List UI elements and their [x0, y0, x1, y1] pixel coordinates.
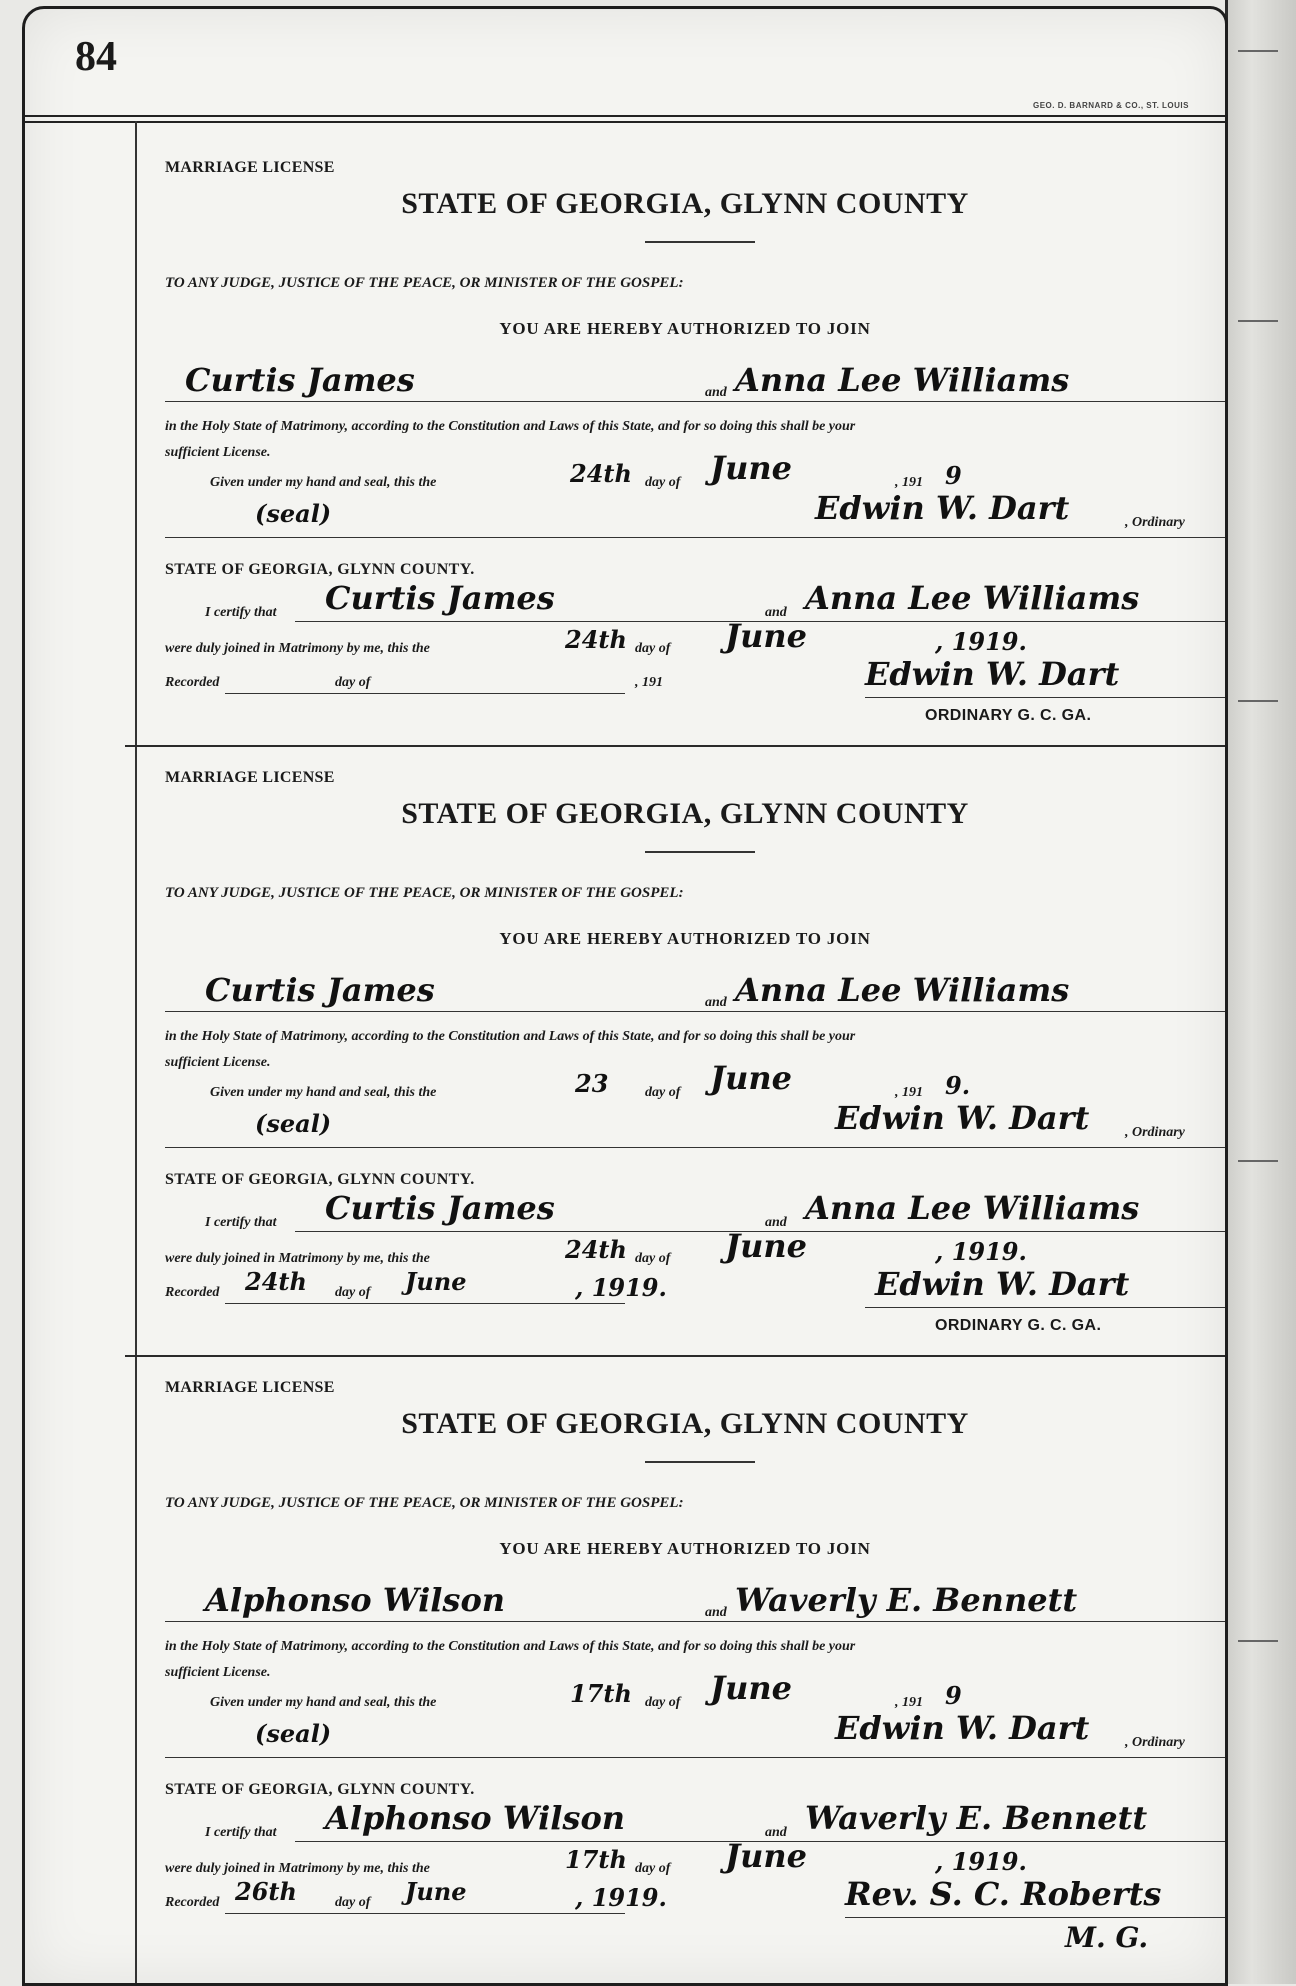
license-bottom-rule [165, 1147, 1228, 1148]
joined-day: 24th [565, 625, 627, 654]
and-word: and [705, 995, 727, 1010]
sufficient-text: sufficient License. [165, 445, 271, 460]
license-label: MARRIAGE LICENSE [165, 769, 335, 786]
joined-day: 24th [565, 1235, 627, 1264]
given-year-suffix: 9 [945, 1681, 962, 1710]
certify-text: I certify that [205, 605, 277, 620]
joined-month: June [725, 1227, 808, 1265]
given-text: Given under my hand and seal, this the [210, 475, 437, 490]
given-month: June [710, 449, 793, 487]
address-line: TO ANY JUDGE, JUSTICE OF THE PEACE, OR MINISTER OF THE GOSPEL: [165, 1495, 684, 1511]
officiant-title: M. G. [1065, 1921, 1149, 1954]
joined-year: , 1919. [935, 1847, 1027, 1876]
address-line: TO ANY JUDGE, JUSTICE OF THE PEACE, OR MINISTER OF THE GOSPEL: [165, 275, 684, 291]
recorded-day: 26th [235, 1877, 297, 1906]
authorized-line: YOU ARE HEREBY AUTHORIZED TO JOIN [499, 929, 871, 948]
ordinary-label: , Ordinary [1125, 1735, 1185, 1750]
header-rule [25, 115, 1225, 123]
entry-divider [125, 745, 1228, 747]
recorded-day-of: day of [335, 1895, 371, 1910]
license-title: STATE OF GEORGIA, GLYNN COUNTY [401, 187, 969, 220]
joined-day-of: day of [635, 1861, 671, 1876]
license-entry-2 [165, 759, 1205, 1359]
recorded-line [225, 1913, 625, 1914]
day-of-text: day of [645, 1695, 681, 1710]
given-year-prefix: , 191 [895, 1695, 923, 1710]
cert-groom-name: Curtis James [325, 579, 555, 617]
names-fill-line [165, 1011, 1225, 1012]
edge-mark [1238, 320, 1278, 322]
officiant-title: ORDINARY G. C. GA. [935, 1317, 1102, 1334]
book-edge [1225, 0, 1296, 1984]
recorded-text: Recorded [165, 675, 220, 690]
recorded-month: June [405, 1267, 467, 1296]
license-label: MARRIAGE LICENSE [165, 159, 335, 176]
cert-groom-name: Curtis James [325, 1189, 555, 1227]
recorded-day-of: day of [335, 675, 371, 690]
cert-title: STATE OF GEORGIA, GLYNN COUNTY. [165, 1171, 475, 1188]
officiant-line [865, 697, 1228, 698]
cert-bride-name: Waverly E. Bennett [805, 1799, 1148, 1837]
certify-text: I certify that [205, 1825, 277, 1840]
joined-year: , 1919. [935, 1237, 1027, 1266]
license-title: STATE OF GEORGIA, GLYNN COUNTY [401, 797, 969, 830]
given-day: 24th [570, 459, 632, 488]
seal-mark: (seal) [255, 1109, 332, 1138]
recorded-month: June [405, 1877, 467, 1906]
title-rule [645, 851, 755, 853]
license-title: STATE OF GEORGIA, GLYNN COUNTY [401, 1407, 969, 1440]
seal-mark: (seal) [255, 499, 332, 528]
given-text: Given under my hand and seal, this the [210, 1695, 437, 1710]
cert-and-word: and [765, 605, 787, 620]
ordinary-signature: Edwin W. Dart [815, 489, 1070, 527]
officiant-signature: Edwin W. Dart [865, 655, 1120, 693]
cert-title: STATE OF GEORGIA, GLYNN COUNTY. [165, 1781, 475, 1798]
authorized-line: YOU ARE HEREBY AUTHORIZED TO JOIN [499, 1539, 871, 1558]
given-year-suffix: 9. [945, 1071, 971, 1100]
names-fill-line [165, 1621, 1225, 1622]
bride-name: Anna Lee Williams [735, 971, 1070, 1009]
recorded-year: , 1919. [575, 1883, 667, 1912]
ledger-page [22, 6, 1228, 1986]
joined-day: 17th [565, 1845, 627, 1874]
given-text: Given under my hand and seal, this the [210, 1085, 437, 1100]
joined-day-of: day of [635, 1251, 671, 1266]
recorded-day: 24th [245, 1267, 307, 1296]
groom-name: Alphonso Wilson [205, 1581, 506, 1619]
and-word: and [705, 1605, 727, 1620]
given-year-suffix: 9 [945, 461, 962, 490]
officiant-signature: Edwin W. Dart [875, 1265, 1130, 1303]
ordinary-signature: Edwin W. Dart [835, 1709, 1090, 1747]
ordinary-signature: Edwin W. Dart [835, 1099, 1090, 1137]
margin-rule [135, 121, 137, 1983]
ordinary-label: , Ordinary [1125, 515, 1185, 530]
matrimony-text: in the Holy State of Matrimony, according to the Constitution and Laws of this State, and for so doing this shall be your [165, 419, 856, 434]
license-label: MARRIAGE LICENSE [165, 1379, 335, 1396]
edge-mark [1238, 700, 1278, 702]
joined-month: June [725, 1837, 808, 1875]
officiant-title: ORDINARY G. C. GA. [925, 707, 1092, 724]
officiant-line [865, 1307, 1228, 1308]
joined-text: were duly joined in Matrimony by me, this the [165, 1861, 430, 1876]
license-entry-1 [165, 149, 1205, 749]
title-rule [645, 241, 755, 243]
license-bottom-rule [165, 537, 1228, 538]
given-day: 17th [570, 1679, 632, 1708]
license-entry-3 [165, 1369, 1205, 1979]
officiant-signature: Rev. S. C. Roberts [845, 1875, 1162, 1913]
given-month: June [710, 1059, 793, 1097]
recorded-year: , 1919. [575, 1273, 667, 1302]
entry-divider [125, 1355, 1228, 1357]
cert-and-word: and [765, 1215, 787, 1230]
and-word: and [705, 385, 727, 400]
edge-mark [1238, 50, 1278, 52]
joined-month: June [725, 617, 808, 655]
seal-mark: (seal) [255, 1719, 332, 1748]
recorded-text: Recorded [165, 1285, 220, 1300]
matrimony-text: in the Holy State of Matrimony, according to the Constitution and Laws of this State, and for so doing this shall be your [165, 1639, 856, 1654]
sufficient-text: sufficient License. [165, 1055, 271, 1070]
groom-name: Curtis James [185, 361, 415, 399]
bride-name: Anna Lee Williams [735, 361, 1070, 399]
given-day: 23 [575, 1069, 609, 1098]
day-of-text: day of [645, 1085, 681, 1100]
sufficient-text: sufficient License. [165, 1665, 271, 1680]
joined-year: , 1919. [935, 627, 1027, 656]
edge-mark [1238, 1160, 1278, 1162]
authorized-line: YOU ARE HEREBY AUTHORIZED TO JOIN [499, 319, 871, 338]
recorded-day-of: day of [335, 1285, 371, 1300]
groom-name: Curtis James [205, 971, 435, 1009]
given-year-prefix: , 191 [895, 1085, 923, 1100]
joined-text: were duly joined in Matrimony by me, this the [165, 641, 430, 656]
bride-name: Waverly E. Bennett [735, 1581, 1078, 1619]
recorded-text: Recorded [165, 1895, 220, 1910]
cert-title: STATE OF GEORGIA, GLYNN COUNTY. [165, 561, 475, 578]
given-year-prefix: , 191 [895, 475, 923, 490]
ordinary-label: , Ordinary [1125, 1125, 1185, 1140]
certify-text: I certify that [205, 1215, 277, 1230]
cert-bride-name: Anna Lee Williams [805, 1189, 1140, 1227]
cert-and-word: and [765, 1825, 787, 1840]
joined-text: were duly joined in Matrimony by me, this the [165, 1251, 430, 1266]
license-bottom-rule [165, 1757, 1228, 1758]
printer-imprint: GEO. D. BARNARD & CO., ST. LOUIS [1032, 101, 1189, 110]
recorded-line [225, 1303, 625, 1304]
edge-mark [1238, 1640, 1278, 1642]
joined-day-of: day of [635, 641, 671, 656]
day-of-text: day of [645, 475, 681, 490]
cert-bride-name: Anna Lee Williams [805, 579, 1140, 617]
title-rule [645, 1461, 755, 1463]
recorded-line [225, 693, 625, 694]
names-fill-line [165, 401, 1225, 402]
given-month: June [710, 1669, 793, 1707]
matrimony-text: in the Holy State of Matrimony, according to the Constitution and Laws of this State, and for so doing this shall be your [165, 1029, 856, 1044]
page-number: 84 [75, 34, 117, 80]
officiant-line [845, 1917, 1228, 1918]
address-line: TO ANY JUDGE, JUSTICE OF THE PEACE, OR MINISTER OF THE GOSPEL: [165, 885, 684, 901]
recorded-year: , 191 [635, 675, 663, 690]
cert-groom-name: Alphonso Wilson [325, 1799, 626, 1837]
